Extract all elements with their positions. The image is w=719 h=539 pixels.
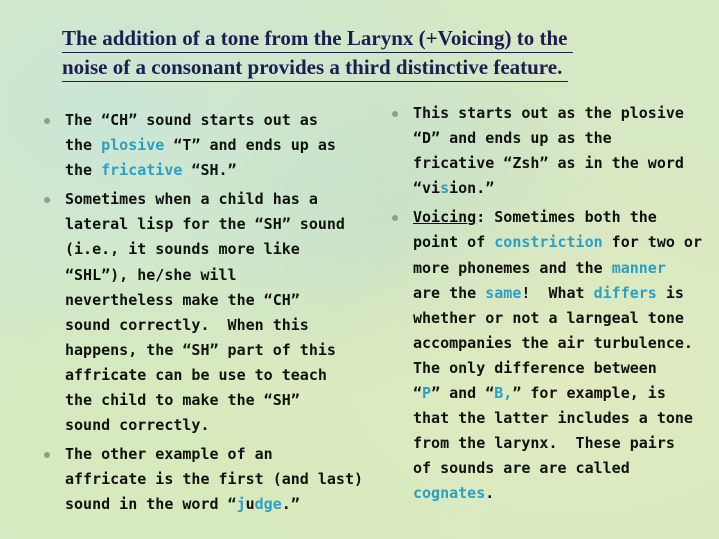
text-segment: sound correctly. bbox=[65, 416, 210, 435]
text-segment: affricate is the first (and last) bbox=[65, 470, 364, 489]
text-segment: more phonemes and the bbox=[413, 258, 612, 277]
bullet-dot-icon bbox=[392, 111, 398, 117]
text-segment: The “CH” sound starts out as bbox=[65, 111, 318, 129]
text-line bbox=[65, 388, 344, 413]
text-line bbox=[65, 363, 344, 388]
text-segment: affricate can be use to teach bbox=[65, 365, 327, 384]
text-segment: accompanies the air turbulence. bbox=[413, 333, 693, 352]
bullet-item bbox=[392, 101, 692, 201]
text-line bbox=[413, 456, 692, 481]
text-line bbox=[413, 281, 692, 306]
text-segment: are the bbox=[413, 283, 486, 302]
text-line bbox=[65, 288, 344, 313]
text-segment: that the latter includes a tone bbox=[413, 409, 693, 428]
text-line bbox=[65, 313, 344, 338]
text-line bbox=[65, 442, 344, 467]
highlighted-term: plosive bbox=[101, 136, 165, 155]
text-segment: the child to make the “SH” bbox=[65, 391, 300, 410]
text-line bbox=[413, 126, 692, 151]
bullet-item bbox=[392, 205, 702, 506]
text-segment: the bbox=[65, 161, 102, 180]
highlighted-term: cognates bbox=[413, 484, 486, 503]
text-line bbox=[65, 467, 364, 492]
text-segment: is bbox=[656, 283, 684, 302]
text-segment: The other example of an bbox=[65, 445, 273, 464]
text-segment: This starts out as the plosive bbox=[413, 104, 684, 122]
text-line bbox=[413, 431, 692, 456]
text-segment: Sometimes when a child has a bbox=[65, 190, 318, 209]
text-line bbox=[65, 133, 344, 158]
text-segment: u bbox=[245, 495, 255, 514]
right-column bbox=[392, 101, 702, 511]
text-segment: “vi bbox=[413, 179, 441, 198]
text-line bbox=[413, 331, 692, 356]
text-line bbox=[413, 306, 692, 331]
text-segment: ” for example, is bbox=[512, 384, 666, 403]
text-segment: for two or bbox=[602, 233, 702, 252]
text-segment: point of bbox=[413, 233, 495, 252]
text-segment: “SHL”), he/she will bbox=[65, 265, 237, 284]
text-line bbox=[413, 205, 692, 230]
highlighted-term: fricative bbox=[101, 161, 183, 180]
text-line bbox=[65, 187, 344, 212]
bullet-dot-icon bbox=[44, 118, 50, 124]
bullet-item bbox=[44, 108, 344, 183]
highlighted-term: constriction bbox=[494, 233, 603, 252]
text-line bbox=[65, 338, 344, 363]
highlighted-term: differs bbox=[593, 283, 657, 302]
bullet-dot-icon bbox=[44, 452, 50, 458]
text-segment: The only difference between bbox=[413, 358, 657, 377]
text-line bbox=[413, 481, 692, 506]
text-segment: the bbox=[65, 136, 102, 155]
text-segment: .” bbox=[281, 495, 300, 514]
text-line bbox=[413, 381, 692, 406]
text-line bbox=[413, 151, 692, 176]
text-segment: sound correctly. When this bbox=[65, 315, 309, 334]
text-segment: happens, the “SH” part of this bbox=[65, 340, 336, 359]
text-segment: (i.e., it sounds more like bbox=[65, 240, 300, 259]
text-line bbox=[413, 406, 692, 431]
bullet-dot-icon bbox=[392, 215, 398, 221]
text-segment: lateral lisp for the “SH” sound bbox=[65, 215, 345, 234]
highlighted-term: manner bbox=[611, 258, 666, 277]
slide-title bbox=[62, 24, 662, 82]
text-segment: “D” and ends up as the bbox=[413, 129, 612, 148]
text-line bbox=[413, 176, 692, 201]
text-segment: from the larynx. These pairs bbox=[413, 434, 675, 453]
text-segment: “ bbox=[413, 384, 423, 403]
highlighted-term: j bbox=[236, 495, 246, 514]
text-line bbox=[65, 212, 344, 237]
text-line bbox=[65, 158, 344, 183]
text-segment: nevertheless make the “CH” bbox=[65, 290, 300, 309]
highlighted-term: s bbox=[440, 179, 450, 198]
text-line bbox=[65, 237, 344, 262]
title-line-1: The addition of a tone from the Larynx (+Voicing) to the bbox=[62, 24, 573, 53]
highlighted-term: P bbox=[422, 384, 432, 403]
text-segment: whether or not a larngeal tone bbox=[413, 308, 684, 327]
bullet-dot-icon bbox=[44, 197, 50, 203]
text-line bbox=[65, 413, 344, 438]
bullet-item bbox=[44, 187, 344, 438]
text-line bbox=[65, 108, 344, 133]
left-column bbox=[44, 108, 364, 522]
text-segment: : Sometimes both the bbox=[476, 208, 657, 227]
text-line bbox=[413, 101, 692, 126]
text-segment: of sounds are are called bbox=[413, 459, 630, 478]
title-line-2: noise of a consonant provides a third distinctive feature. bbox=[62, 53, 568, 82]
text-segment: “SH.” bbox=[182, 161, 237, 180]
text-segment: . bbox=[485, 484, 495, 503]
text-segment: ion.” bbox=[449, 179, 495, 198]
text-line bbox=[65, 263, 344, 288]
highlighted-term: same bbox=[485, 283, 522, 302]
text-line bbox=[413, 230, 702, 255]
text-segment: ! What bbox=[521, 283, 594, 302]
text-segment: “T” and ends up as bbox=[164, 136, 336, 155]
text-segment: ” and “ bbox=[431, 384, 495, 403]
highlighted-term: dge bbox=[254, 495, 282, 514]
text-segment: fricative “Zsh” as in the word bbox=[413, 154, 684, 173]
text-line bbox=[413, 356, 692, 381]
text-segment: sound in the word “ bbox=[65, 495, 237, 514]
text-line bbox=[413, 256, 692, 281]
highlighted-term: B, bbox=[494, 384, 513, 403]
text-line bbox=[65, 492, 344, 517]
underlined-term: Voicing bbox=[413, 208, 477, 227]
bullet-item bbox=[44, 442, 364, 517]
